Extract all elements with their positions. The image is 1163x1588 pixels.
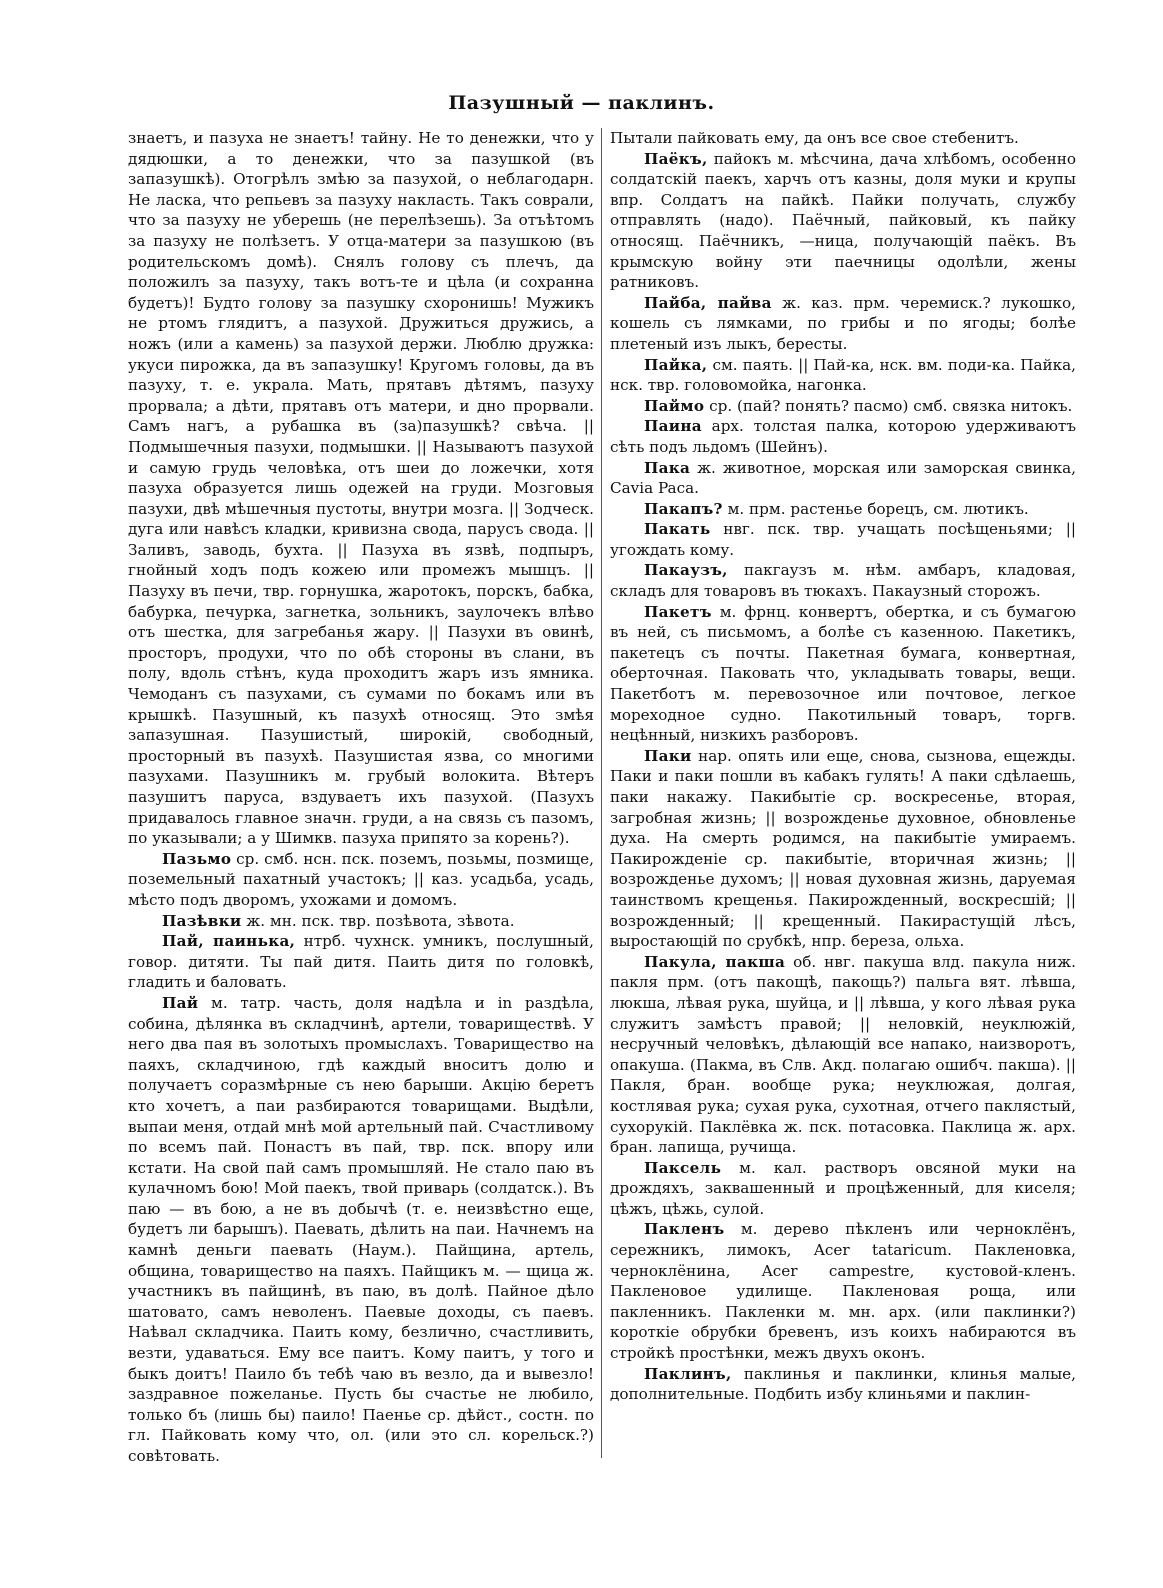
- entry-text: пайокъ м. мѣсчина, дача хлѣбомъ, особенно солдатскій паекъ, харчъ отъ казны, доля муки и крупы впр. Солдатъ на пайкѣ. Пайки получать, службу отправлять (надо). Паёчный, пайковый, къ пайку относящ. Паёчникъ, —ница, получающій паёкъ. Въ крымскую войну эти паечницы одолѣли, жены ратниковъ.: [610, 149, 1076, 292]
- entry-text: паклинья и паклинки, клинья малые, дополнительные. Подбить избу клиньями и паклин-: [610, 1364, 1076, 1404]
- column-divider: [601, 128, 602, 1458]
- entry-text: м. фрнц. конвертъ, обертка, и съ бумагою въ ней, съ письмомъ, а болѣе съ казенною. Пакетикъ, пакетецъ съ почты. Пакетная бумага, конвертная, оберточная. Паковать что, укладывать товары, вещи. Пакетботъ м. перевозочное или почтовое, легкое мореходное судно. Пакотильный товаръ, торгв. нецѣнный, низкихъ разборовъ.: [610, 602, 1076, 745]
- entry-text: м. кал. растворъ овсяной муки на дрождяхъ, заквашенный и процѣженный, для киселя; цѣжъ, цѣжь, сулой.: [610, 1158, 1076, 1218]
- dictionary-entry: [610, 149, 1076, 293]
- entry-headword: Пайба, пайва: [644, 293, 772, 312]
- entry-headword: Паина: [644, 417, 702, 436]
- entry-text: ж. животное, морская или заморская свинка, Cavia Paca.: [610, 458, 1076, 498]
- dictionary-entry: [610, 293, 1076, 355]
- dictionary-entry: [128, 911, 594, 932]
- entry-text: Пытали пайковать ему, да онъ все свое стебенитъ.: [610, 129, 1019, 147]
- dictionary-entry: [128, 993, 594, 1467]
- dictionary-entry: [128, 931, 594, 993]
- entry-headword: Пака: [644, 458, 691, 477]
- entry-headword: Пазѣвки: [162, 911, 242, 930]
- entry-headword: Пай: [162, 993, 199, 1012]
- entry-headword: Пай, паинька,: [162, 932, 296, 951]
- dictionary-entry: [610, 560, 1076, 601]
- entry-headword: Паксель: [644, 1158, 722, 1177]
- right-column: [610, 128, 1076, 1405]
- entry-text: пакгаузъ м. нѣм. амбаръ, кладовая, складъ для товаровъ въ тюкахъ. Пакаузный сторожъ.: [610, 561, 1076, 601]
- entry-headword: Пакленъ: [644, 1220, 725, 1239]
- entry-text: ж. мн. пск. твр. позѣвота, зѣвота.: [241, 911, 515, 930]
- left-column: [128, 128, 594, 1467]
- entry-headword: Пакать: [644, 520, 711, 539]
- dictionary-entry: [610, 458, 1076, 499]
- entry-text: м. татр. часть, доля надѣла и in раздѣла, собина, дѣлянка въ складчинѣ, артели, товариществѣ. У него два пая въ золотыхъ промыслахъ. Товарищество на паяхъ, складчиною, гдѣ каждый вноситъ долю и получаетъ соразмѣрные съ нею барыши. Акцію беретъ кто хочетъ, а паи разбираются товарищами. Выдѣли, выпаи меня, отдай мнѣ мой артельный пай. Счастливому по всемъ пай. Понастъ въ пай, твр. пск. впору или кстати. На свой пай самъ промышляй. Не стало паю въ кулачномъ бою! Мой паекъ, твой приварь (солдатск.). Въ паю — въ бою, а не въ добычѣ (т. е. неизвѣстно еще, будетъ ли барышъ). Паевать, дѣлить на паи. Начнемъ на камнѣ деньги паевать (Наум.). Пайщина, артель, община, товарищество на паяхъ. Пайщикъ м. — щица ж. участникъ въ пайщинѣ, въ паю, въ долѣ. Пайное дѣло шатовато, самъ неволенъ. Паевые доходы, съ паевъ. Наѣвал складчика. Паить кому, безлично, счастливить, везти, удаваться. Ему все паитъ. Кому паитъ, у того и быкъ доитъ! Паило бъ тебѣ чаю въ везло, да и вывезло! заздравное пожеланье. Пусть бы счастье не любило, только бъ (лишь бы) паило! Паенье ср. дѣйст., состн. по гл. Пайковать кому что, ол. (или это сл. корельск.?) совѣтовать.: [128, 993, 594, 1465]
- dictionary-entry: [610, 1364, 1076, 1405]
- entry-text: нар. опять или еще, снова, сызнова, ещежды. Паки и паки пошли въ кабакъ гулять! А паки сдѣлаешь, паки накажу. Пакибытіе ср. воскресенье, вторая, загробная жизнь; || возрожденье духовное, обновленье духа. На смерть родимся, на пакибытіе умираемъ. Пакирожденіе ср. пакибытіе, вторичная жизнь; || возрожденье духомъ; || новая духовная жизнь, даруемая таинствомъ крещенья. Пакирожденный, воскресшій; || возрожденный; || крещенный. Пакирастущій лѣсъ, выростающій по срубкѣ, нпр. береза, ольха.: [610, 746, 1076, 951]
- dictionary-entry: [610, 519, 1076, 560]
- entry-headword: Паёкъ,: [644, 149, 708, 168]
- entry-text: м. прм. растенье борецъ, см. лютикъ.: [722, 499, 1029, 518]
- entry-text: об. нвг. пакуша влд. пакула ниж. пакля прм. (отъ пакощѣ, пакощь?) пальга вят. лѣвша, люкша, лѣвая рука, шуйца, и || лѣвша, у кого лѣвая рука служитъ замѣстъ правой; || неловкій, неуклюжій, несручный человѣкъ, дѣлающій все напако, наизворотъ, опакуша. (Пакма, въ Слв. Акд. полагаю ошибч. пакша). || Пакля, бран. вообще рука; неуклюжая, долгая, костлявая рука; сухая рука, сухотная, отчего пакляcтый, сухорукій. Паклёвка ж. пск. потасовка. Паклица ж. арх. бран. лапища, ручища.: [610, 952, 1076, 1157]
- dictionary-entry: [610, 602, 1076, 746]
- dictionary-entry: [610, 128, 1076, 149]
- entry-text: арх. толстая палка, которою удерживаютъ сѣть подъ льдомъ (Шейнъ).: [610, 417, 1076, 456]
- entry-headword: Пакаузъ,: [644, 561, 728, 580]
- entry-text: ср. смб. нсн. пск. поземъ, позьмы, позмище, поземельный пахатный участокъ; || каз. усадьба, усадь, мѣсто подъ дворомъ, ухожами и домомъ.: [128, 849, 594, 909]
- dictionary-entry: [610, 416, 1076, 457]
- dictionary-entry: [610, 396, 1076, 417]
- dictionary-entry: [128, 128, 594, 849]
- dictionary-entry: [128, 849, 594, 911]
- entry-headword: Пакапъ?: [644, 499, 723, 518]
- dictionary-entry: [610, 499, 1076, 520]
- entry-text: ж. каз. прм. черемиск.? лукошко, кошель съ лямками, по грибы и по ягоды; болѣе плетеный изъ лыкъ, бересты.: [610, 293, 1076, 353]
- entry-headword: Пазьмо: [162, 849, 232, 868]
- dictionary-entry: [610, 1158, 1076, 1220]
- dictionary-entry: [610, 746, 1076, 952]
- dictionary-entry: [610, 952, 1076, 1158]
- entry-text: знаетъ, и пазуха не знаетъ! тайну. Не то денежки, что у дядюшки, а то денежки, что за пазушкой (въ запазушкѣ). Отогрѣлъ змѣю за пазухой, о неблагодарн. Не ласка, что репьевъ за пазуху накласть. Такъ соврали, что за пазуху не уберешь (не перелѣзешь). За отъѣтомъ за пазуху не полѣзетъ. У отца-матери за пазушкою (въ родительскомъ домѣ). Снялъ голову съ плечъ, да положилъ за пазуху, такъ вотъ-те и цѣла (и сохранна будетъ)! Будто голову за пазушку схоронишь! Мужикъ не ртомъ глядитъ, а пазухой. Дружиться дружись, а ножъ (или а камень) за пазухой держи. Люблю дружка: укуси пирожка, да въ запазушку! Кругомъ головы, да въ пазуху, т. е. украла. Мать, прятавъ дѣтямъ, пазуху прорвала; а дѣти, прятавъ отъ матери, и дно прорвали. Самъ нагъ, а рубашка въ (за)пазушкѣ? свѣча. || Подмышечныя пазухи, подмышки. || Называютъ пазухой и самую грудь человѣка, отъ шеи до ложечки, хотя пазуха образуется лишь одежей на груди. Мозговыя пазухи, двѣ мѣшечныя пустоты, внутри мозга. || Зодческ. дуга или навѣсъ кладки, кривизна свода, парусъ свода. || Заливъ, заводь, бухта. || Пазуха въ язвѣ, подпыръ, гнойный ходъ подъ кожею или промежъ мышцъ. || Пазуху въ печи, твр. горнушка, жаротокъ, порскъ, бабка, бабурка, печурка, загнетка, зольникъ, заулочекъ влѣво отъ шестка, для загребанья жару. || Пазухи въ овинѣ, просторъ, продухи, что по обѣ стороны въ слани, въ полу, вдоль стѣнъ, куда проходитъ жаръ изъ ямника. Чемоданъ съ пазухами, съ сумами по бокамъ или въ крышкѣ. Пазушный, къ пазухѣ относящ. Это змѣя запазушная. Пазушистый, широкій, свободный, просторный въ пазухѣ. Пазушистая язва, со многими пазухами. Пазушникъ м. грубый волокита. Вѣтеръ пазушитъ паруса, вздуваетъ ихъ пазухой. (Пазухъ придавалось главное значн. груди, а на связь съ пазомъ, по указывали; а у Шимкв. пазуха припято за корень?).: [128, 129, 594, 848]
- entry-text: нтрб. чухнск. умникъ, послушный, говор. дитяти. Ты пай дитя. Паить дитя по головкѣ, гладить и баловать.: [128, 932, 594, 992]
- entry-headword: Пайка,: [644, 355, 708, 374]
- entry-text: м. дерево пѣкленъ или черноклёнъ, сережникъ, лимокъ, Acer tataricum. Пакленовка, черноклёнина, Acer campestre, кустовой-кленъ. Пакленовое удилище. Пакленовая роща, или пакленникъ. Пакленки м. мн. арх. (или паклинки?) короткіе обрубки бревенъ, изъ коихъ набираются въ стройкѣ простѣнки, межъ двухъ оконъ.: [610, 1220, 1076, 1363]
- running-head: Пазушный — паклинъ.: [448, 92, 715, 114]
- entry-headword: Паймо: [644, 396, 705, 415]
- entry-headword: Пакула, пакша: [644, 952, 786, 971]
- entry-headword: Паки: [644, 746, 692, 765]
- entry-text: ср. (пай? понять? пасмо) смб. связка нитокъ.: [704, 396, 1073, 415]
- dictionary-entry: [610, 1219, 1076, 1363]
- entry-headword: Паклинъ,: [644, 1364, 732, 1383]
- entry-text: нвг. пск. твр. учащать посѣщеньями; || угождать кому.: [610, 520, 1076, 559]
- entry-text: см. паять. || Пай-ка, нск. вм. поди-ка. Пайка, нск. твр. головомойка, нагонка.: [610, 355, 1076, 395]
- dictionary-entry: [610, 355, 1076, 396]
- entry-headword: Пакетъ: [644, 602, 712, 621]
